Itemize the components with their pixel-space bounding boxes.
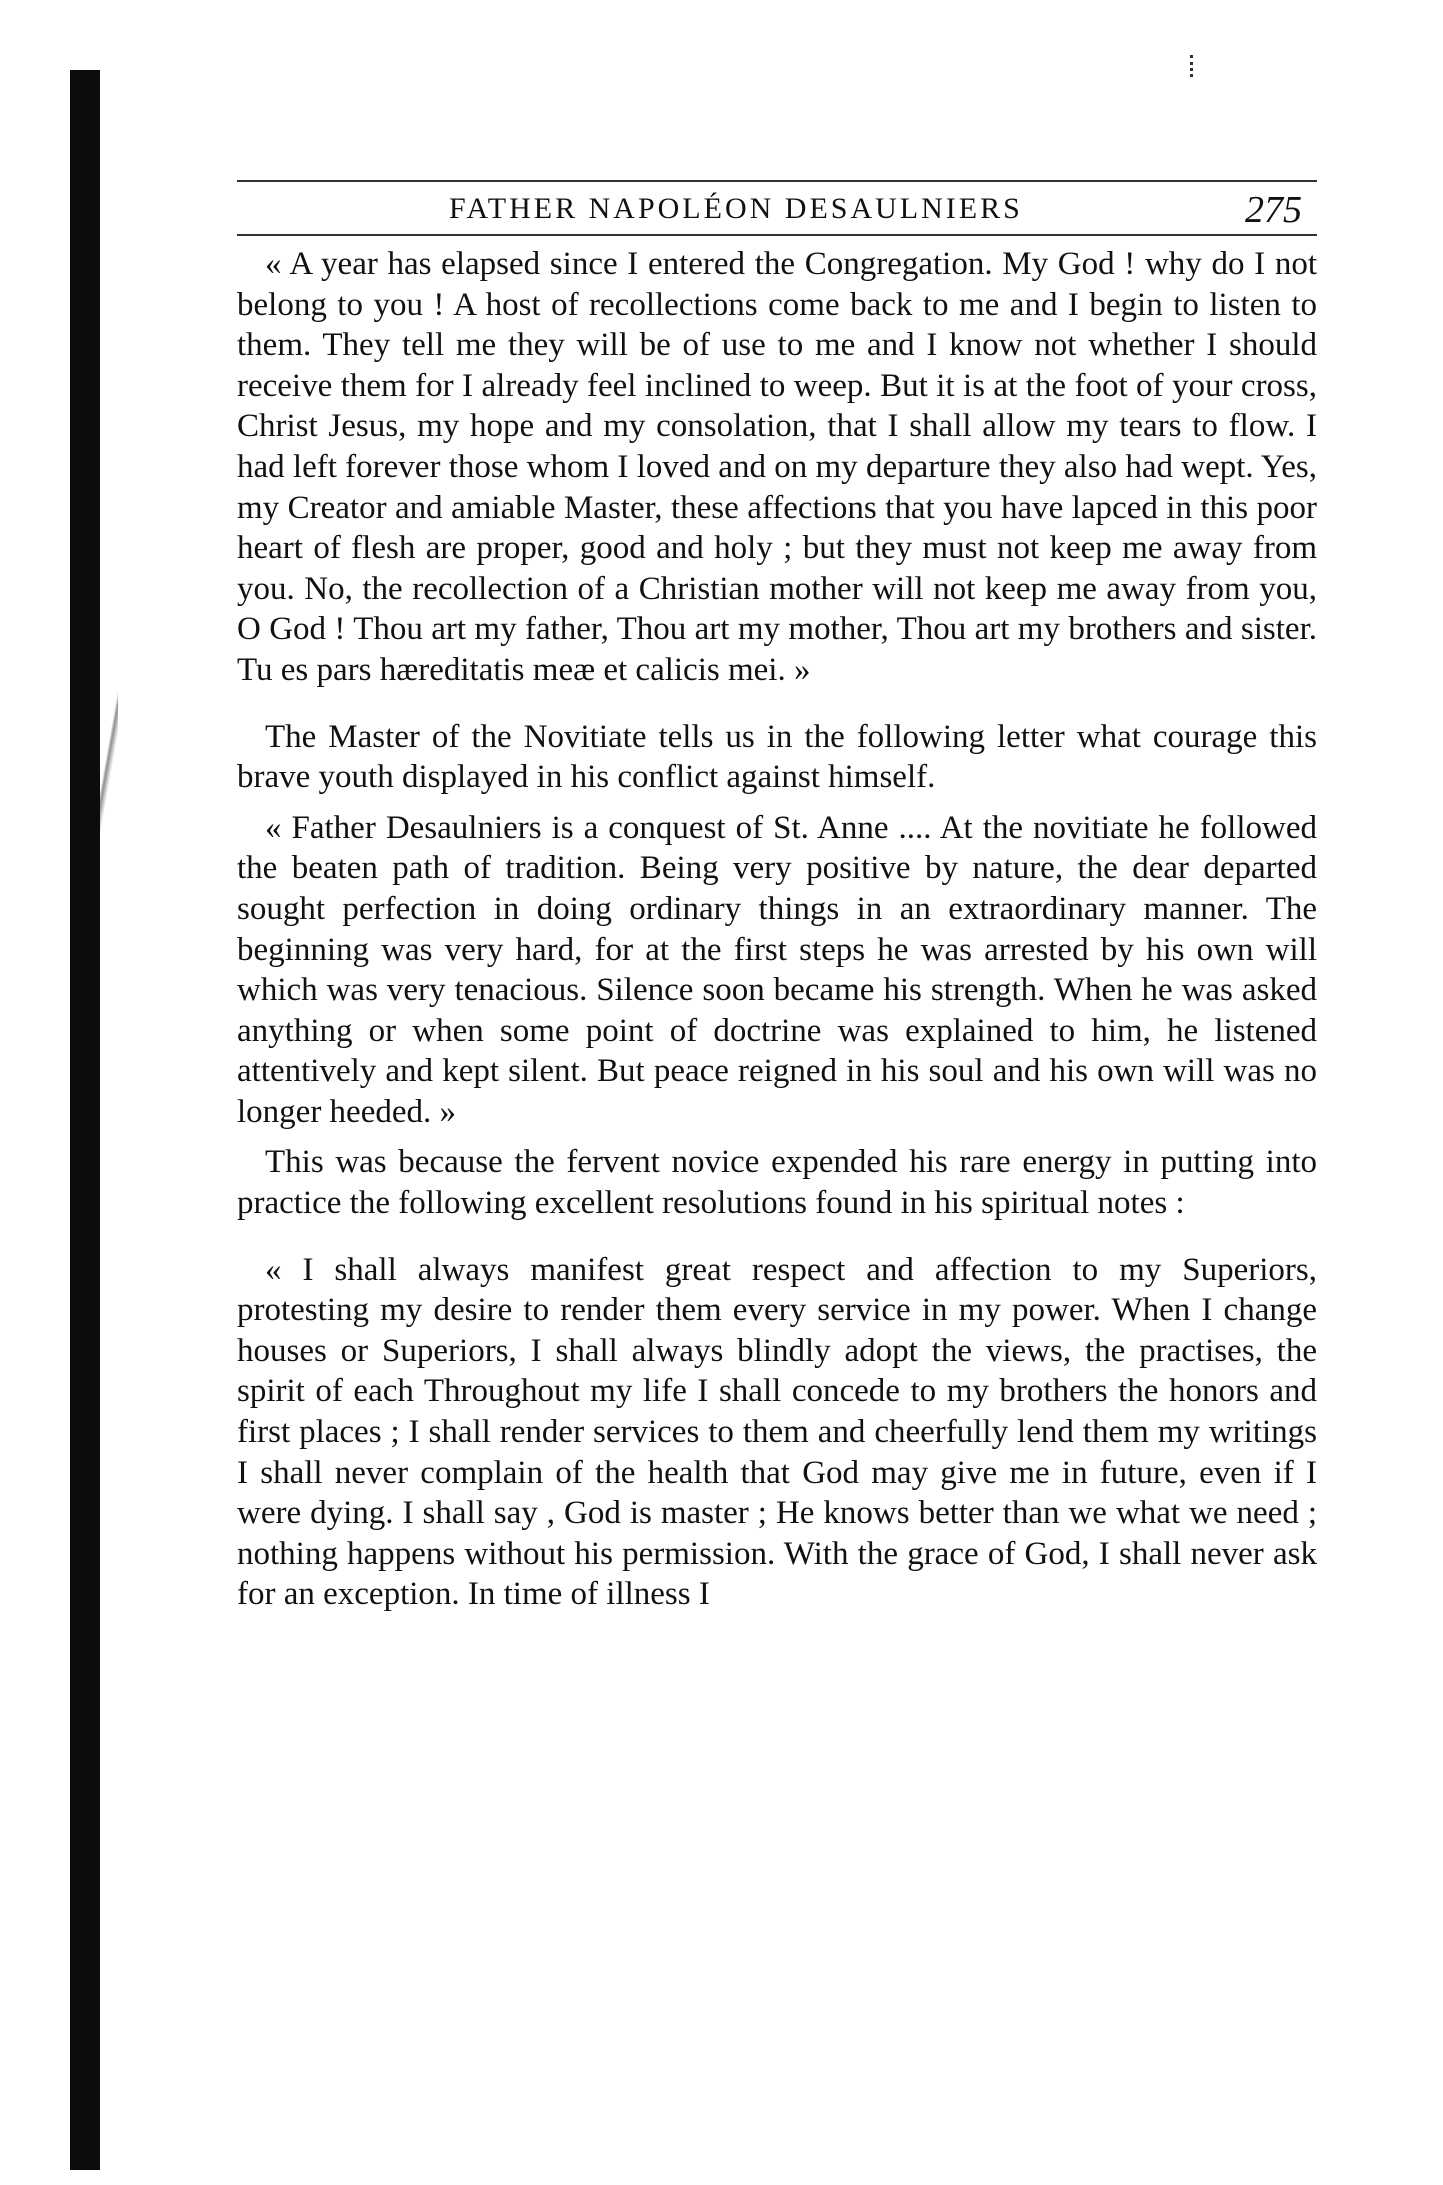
scan-artifact-mark [1190,55,1197,77]
paragraph-master-intro: The Master of the Novitiate tells us in the following letter what courage this brave youth displayed in his conflict against himself. [237,718,1317,796]
paragraph-resolutions: « I shall always manifest great respect and affection to my Superiors, protesting my desire to render them every service in my power. When I change houses or Superiors, I shall always blindly adopt the views, the practises, the spirit of each Throughout my life I shall concede to my brothers the honors and first places ; I shall render services to them and cheerfully lend them my writings I shall never complain of the health that God may give me in future, even if I were dying. I shall say , God is master ; He knows better than we what we need ; nothing happens without his permission. With the grace of God, I shall never ask for an exception. In time of illness I [237,1251,1317,1613]
page-number: 275 [1245,189,1302,231]
paragraph-master-letter: « Father Desaulniers is a conquest of St. Anne .... At the novitiate he followed the beaten path of tradition. Being very positive by nature, the dear departed sought perfection in doing ordinary things in an extraordinary manner. The beginning was very hard, for at the first steps he was arrested by his own will which was very tenacious. Silence soon became his strength. When he was asked anything or when some point of doctrine was explained to him, he listened attentively and kept silent. But peace reigned in his soul and his own will was no longer heeded. » [237,809,1317,1130]
paragraph-resolutions-intro: This was because the fervent novice expended his rare energy in putting into practice the following excellent resolutions found in his spiritual notes : [237,1144,1317,1222]
paragraph-journal-entry: « A year has elapsed since I entered the Congregation. My God ! why do I not belong to you ! A host of recollections come back to me and I begin to listen to them. They tell me they will be of use to me and I know not whether I should receive them for I already feel inclined to weep. But it is at the foot of your cross, Christ Jesus, my hope and my consolation, that I shall allow my tears to flow. I had left forever those whom I loved and on my departure they also had wept. Yes, my Creator and amiable Master, these affections that you have lapced in this poor heart of flesh are proper, good and holy ; but they must not keep me away from you. No, the recollection of a Christian mother will not keep me away from you, O God ! Thou art my father, Thou art my mother, Thou art my brothers and sister. Tu es pars hæreditatis meæ et calicis mei. » [237,246,1317,688]
book-page [237,180,1317,1615]
running-header [237,180,1317,236]
book-binding-edge [70,70,100,2170]
running-title: FATHER NAPOLÉON DESAULNIERS [449,192,1023,225]
page-body [237,244,1317,1615]
